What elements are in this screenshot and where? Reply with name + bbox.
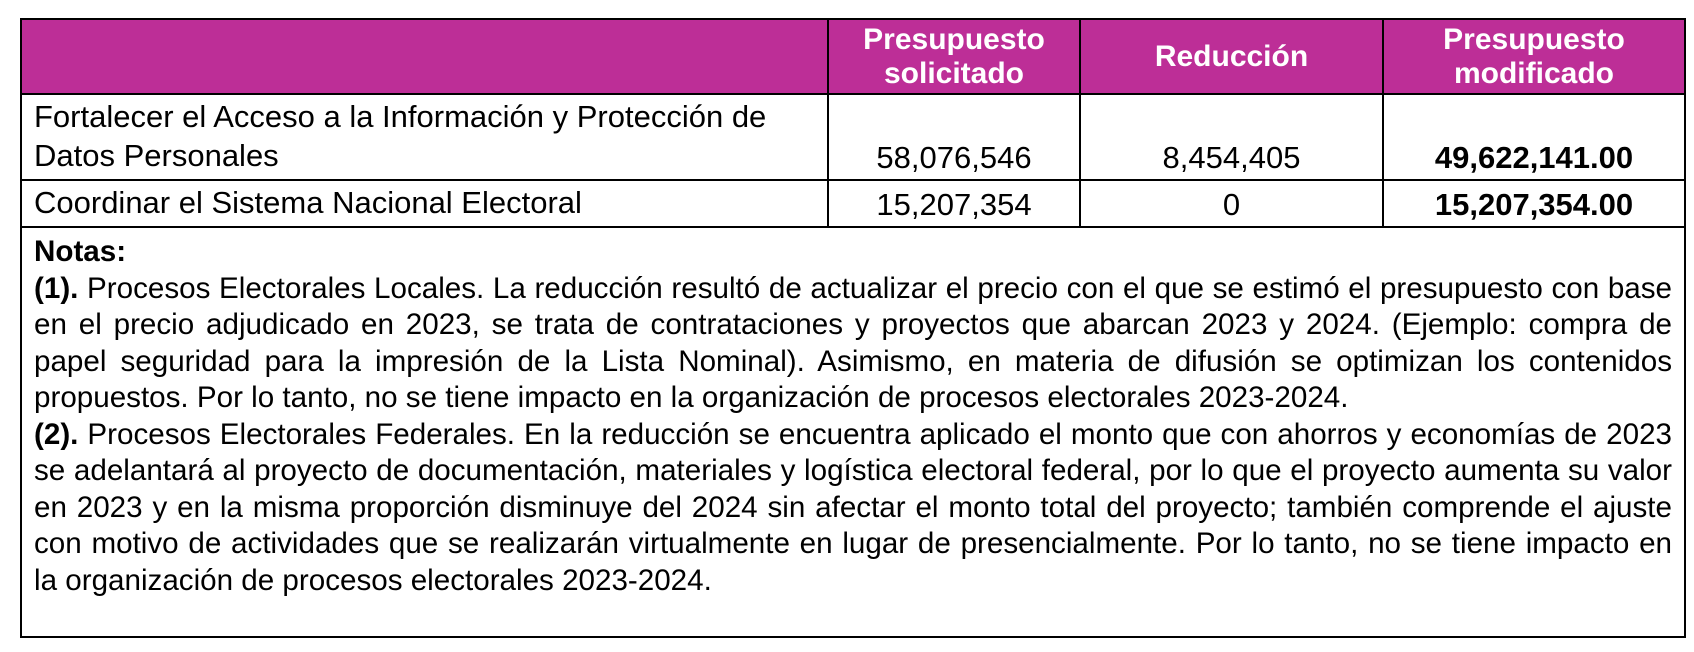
table-row — [22, 94, 1684, 180]
reduccion-value: 8,454,405 — [1080, 94, 1383, 180]
note-item — [34, 271, 1672, 417]
program-label: Coordinar el Sistema Nacional Electoral — [22, 180, 828, 227]
header-program — [22, 20, 828, 94]
reduccion-value: 0 — [1080, 180, 1383, 227]
header-presupuesto-solicitado: Presupuesto solicitado — [828, 20, 1080, 94]
note-marker: (2). — [34, 417, 79, 451]
notes-heading: Notas: — [34, 235, 127, 268]
presupuesto-solicitado-value: 58,076,546 — [828, 94, 1080, 180]
presupuesto-solicitado-value: 15,207,354 — [828, 180, 1080, 227]
table-row — [22, 180, 1684, 227]
notes-section — [22, 228, 1684, 599]
presupuesto-modificado-value: 15,207,354.00 — [1383, 180, 1684, 227]
budget-table — [22, 20, 1684, 228]
header-row — [22, 20, 1684, 94]
program-label: Fortalecer el Acceso a la Información y Protección de Datos Personales — [22, 94, 828, 180]
header-reduccion: Reducción — [1080, 20, 1383, 94]
note-text: Procesos Electorales Federales. En la reducción se encuentra aplicado el monto que con ahorros y economías de 2023 se adelantará al proyecto de documentación, materiales y logística electoral federal, por lo que el proyecto aumenta su valor en 2023 y en la misma proporción disminuye del 2024 sin afectar el monto total del proyecto; también comprende el ajuste con motivo de actividades que se realizarán virtualmente en lugar de presencialmente. Por lo tanto, no se tiene impacto en la organización de procesos electorales 2023-2024. — [34, 417, 1672, 597]
budget-table-frame — [20, 18, 1686, 638]
note-item — [34, 417, 1672, 600]
header-presupuesto-modificado: Presupuesto modificado — [1383, 20, 1684, 94]
note-text: Procesos Electorales Locales. La reducción resultó de actualizar el precio con el que se estimó el presupuesto con base en el precio adjudicado en 2023, se trata de contrataciones y proyectos que abarcan 2023 y 2024. (Ejemplo: compra de papel seguridad para la impresión de la Lista Nominal). Asimismo, en materia de difusión se optimizan los contenidos propuestos. Por lo tanto, no se tiene impacto en la organización de procesos electorales 2023-2024. — [34, 271, 1672, 414]
presupuesto-modificado-value: 49,622,141.00 — [1383, 94, 1684, 180]
note-marker: (1). — [34, 271, 79, 305]
